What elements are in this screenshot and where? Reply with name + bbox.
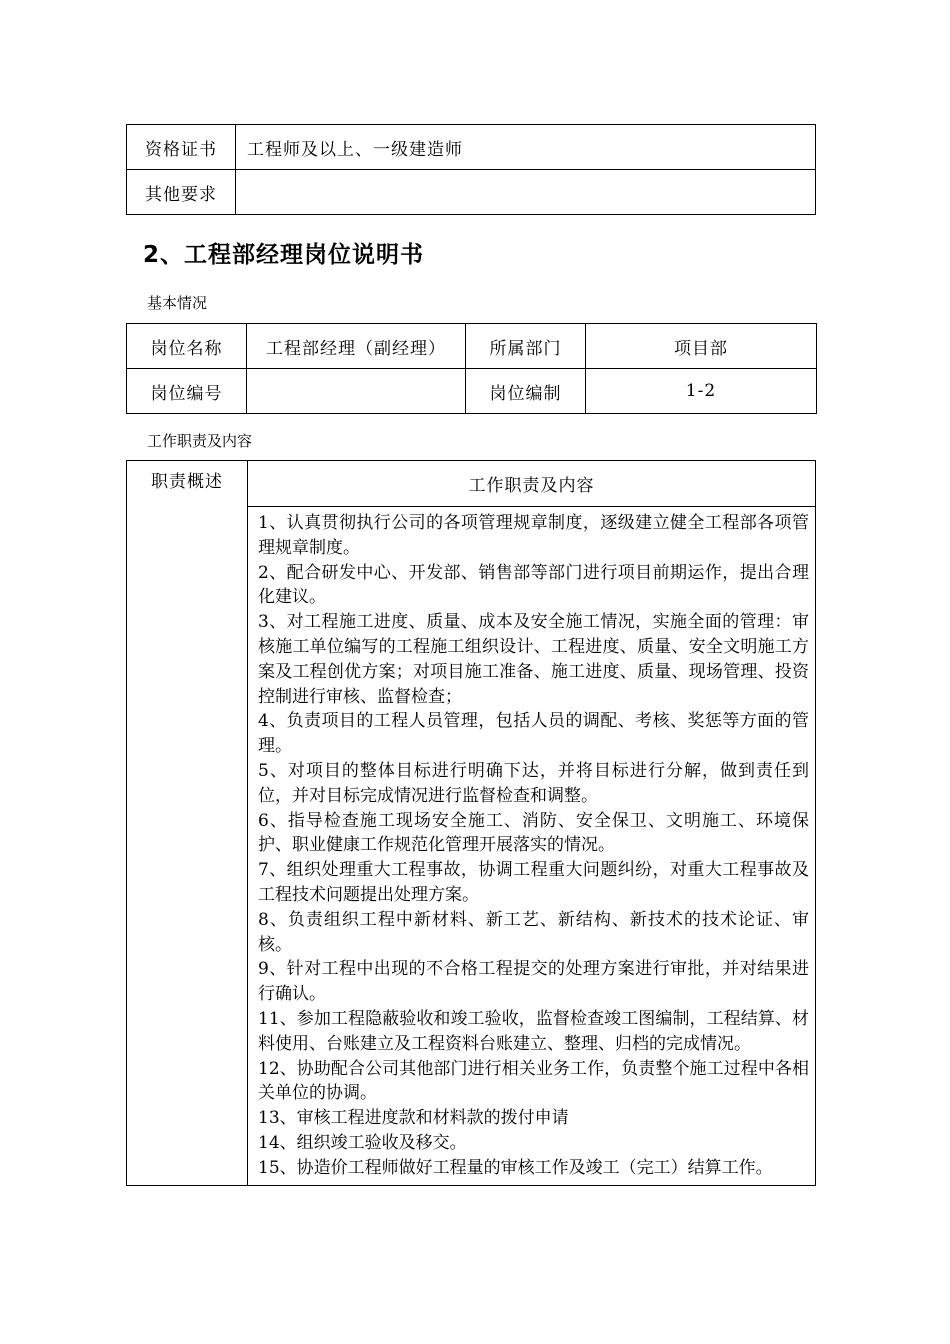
list-item: 14、组织竣工验收及移交。	[258, 1132, 467, 1153]
section-heading: 2、工程部经理岗位说明书	[143, 242, 425, 268]
duties-caption: 工作职责及内容	[147, 432, 253, 450]
department-label: 所属部门	[466, 324, 586, 369]
list-item: 12、协助配合公司其他部门进行相关业务工作，负责整个施工过程中各相关单位的协调。	[258, 1058, 809, 1104]
department-value: 项目部	[586, 324, 817, 369]
list-item: 2、配合研发中心、开发部、销售部等部门进行项目前期运作，提出合理化建议。	[258, 562, 809, 608]
headcount-label: 岗位编制	[466, 369, 586, 414]
duties-table	[126, 460, 816, 1186]
duty-summary-label: 职责概述	[127, 461, 248, 1186]
table-row	[127, 369, 817, 414]
list-item: 15、协造价工程师做好工程量的审核工作及竣工（完工）结算工作。	[258, 1157, 773, 1178]
list-item: 5、对项目的整体目标进行明确下达，并将目标进行分解，做到责任到位，并对目标完成情况进行监督检查和调整。	[258, 760, 809, 806]
table-row	[127, 125, 816, 170]
list-item: 9、针对工程中出现的不合格工程提交的处理方案进行审批，并对结果进行确认。	[258, 959, 809, 1005]
table-row	[127, 170, 816, 215]
list-item: 11、参加工程隐蔽验收和竣工验收，监督检查竣工图编制，工程结算、材料使用、台账建立及工程资料台账建立、整理、归档的完成情况。	[258, 1008, 809, 1054]
list-item: 6、指导检查施工现场安全施工、消防、安全保卫、文明施工、环境保护、职业健康工作规范化管理开展落实的情况。	[258, 810, 809, 856]
list-item: 4、负责项目的工程人员管理，包括人员的调配、考核、奖惩等方面的管理。	[258, 711, 809, 757]
list-item: 3、对工程施工进度、质量、成本及安全施工情况，实施全面的管理：审核施工单位编写的工程施工组织设计、工程进度、质量、安全文明施工方案及工程创优方案；对项目施工准备、施工进度、质量、现场管理、投资控制进行审核、监督检查；	[258, 612, 809, 707]
position-number-value	[247, 369, 466, 414]
certificate-value: 工程师及以上、一级建造师	[236, 125, 816, 170]
list-item: 8、负责组织工程中新材料、新工艺、新结构、新技术的技术论证、审核。	[258, 909, 809, 955]
list-item: 7、组织处理重大工程事故，协调工程重大问题纠纷，对重大工程事故及工程技术问题提出处理方案。	[258, 860, 809, 905]
other-requirements-value	[236, 170, 816, 215]
duties-header: 工作职责及内容	[248, 461, 816, 507]
position-number-label: 岗位编号	[127, 369, 247, 414]
certificate-label: 资格证书	[127, 125, 236, 170]
position-name-label: 岗位名称	[127, 324, 247, 369]
duties-list	[248, 507, 816, 1186]
headcount-value: 1-2	[586, 369, 817, 414]
position-name-value: 工程部经理（副经理）	[247, 324, 466, 369]
basic-info-caption: 基本情况	[147, 294, 208, 312]
list-item: 13、审核工程进度款和材料款的拨付申请	[258, 1108, 569, 1129]
list-item: 1、认真贯彻执行公司的各项管理规章制度，逐级建立健全工程部各项管理规章制度。	[258, 513, 809, 558]
other-requirements-label: 其他要求	[127, 170, 236, 215]
table-row	[127, 324, 817, 369]
basic-info-table	[126, 323, 817, 414]
qualification-table	[126, 124, 816, 215]
table-row	[127, 461, 816, 507]
